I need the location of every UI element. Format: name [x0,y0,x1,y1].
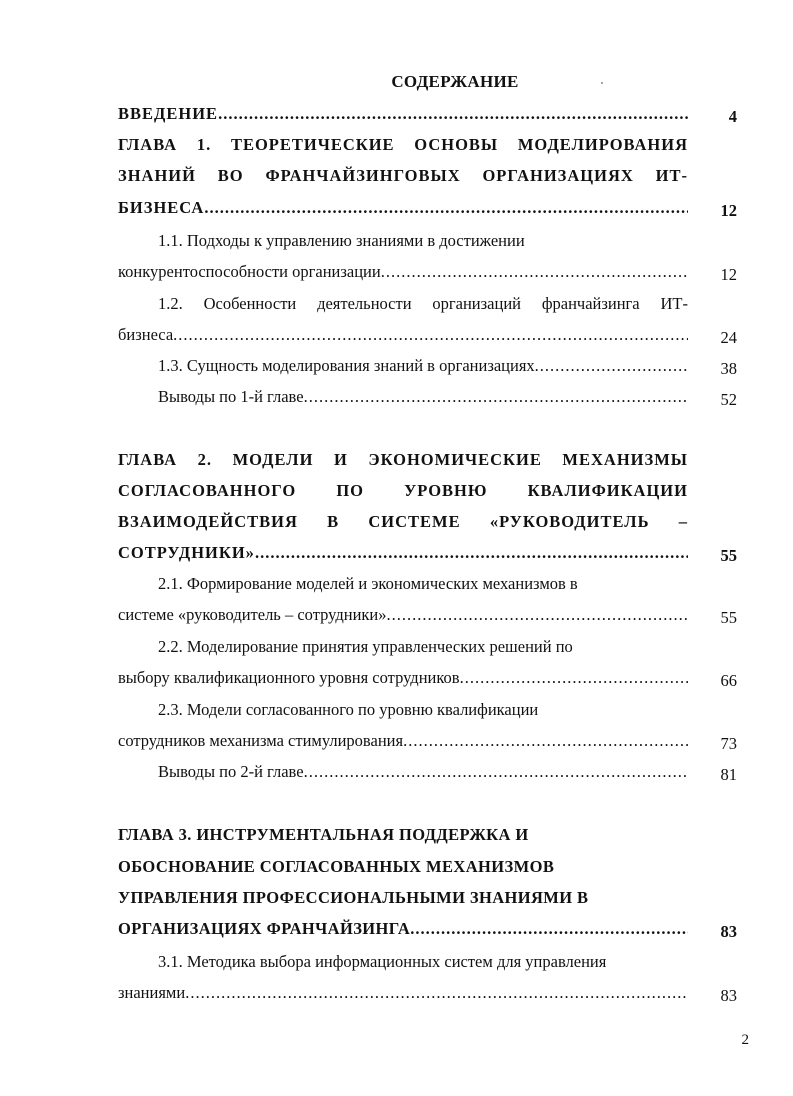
word: Особенности [203,294,297,313]
toc-chapter3-label: ОБОСНОВАНИЕ СОГЛАСОВАННЫХ МЕХАНИЗМОВ [118,857,555,876]
leader-dots [535,356,688,376]
leader-dots [381,262,688,282]
toc-1-3-label: 1.3. Сущность моделирования знаний в организациях [158,356,535,375]
toc-chapter3-line2 [118,857,688,883]
toc-chapter3-label-end: ОРГАНИЗАЦИЯХ ФРАНЧАЙЗИНГА [118,919,411,938]
toc-chapter3-label: ГЛАВА 3. ИНСТРУМЕНТАЛЬНАЯ ПОДДЕРЖКА И [118,825,529,844]
word: ОРГАНИЗАЦИЯХ [482,166,634,185]
word: СОГЛАСОВАННОГО [118,481,297,500]
toc-2-1-line2 [118,605,688,631]
word: ТЕОРЕТИЧЕСКИЕ [230,135,395,154]
toc-1-2-page: 24 [720,328,737,347]
toc-ch2-conclusions-page: 81 [720,765,737,784]
toc-3-1-line1 [118,952,688,978]
toc-intro-page: 4 [728,107,737,126]
toc-ch1-conclusions-page: 52 [720,390,737,409]
toc-3-1-page: 83 [720,986,737,1005]
word: ОСНОВЫ [414,135,499,154]
toc-chapter3-page: 83 [720,922,737,941]
word: «РУКОВОДИТЕЛЬ [489,512,650,531]
toc-ch2-conclusions-label: Выводы по 2-й главе [158,762,304,781]
word: ПО [336,481,364,500]
toc-2-3-line2 [118,731,688,757]
word: 1.2. [158,294,183,313]
toc-2-2-line1 [118,637,688,663]
toc-2-3-line1 [118,700,688,726]
word: 2. [197,450,213,469]
toc-chapter1-line3 [118,198,688,224]
word: 1. [196,135,212,154]
page-number: 2 [741,1032,749,1048]
toc-chapter1-line1 [118,135,688,161]
toc-2-3-label: 2.3. Модели согласованного по уровню квалификации [158,700,539,719]
word: ИТ- [660,294,688,313]
toc-1-1-page: 12 [720,265,737,284]
word: ВЗАИМОДЕЙСТВИЯ [118,512,298,531]
leader-dots [218,104,688,124]
toc-1-2-line2 [118,325,688,351]
toc-1-2-line1 [118,294,688,320]
toc-3-1-label-end: знаниями [118,983,186,1002]
word: МЕХАНИЗМЫ [562,450,688,469]
word: УРОВНЮ [404,481,488,500]
leader-dots [410,919,688,939]
toc-2-2-label: 2.2. Моделирование принятия управленческих решений по [158,637,573,656]
toc-2-2-label-end: выбору квалификационного уровня сотрудников [118,668,460,687]
page-title: СОДЕРЖАНИЕ [391,72,519,91]
toc-chapter3-label: УПРАВЛЕНИЯ ПРОФЕССИОНАЛЬНЫМИ ЗНАНИЯМИ В [118,888,589,907]
toc-2-3-label-end: сотрудников механизма стимулирования [118,731,404,750]
word: СИСТЕМЕ [368,512,461,531]
word: И [333,450,348,469]
leader-dots [255,543,688,563]
toc-2-3-page: 73 [720,734,737,753]
scan-speck [601,82,603,84]
toc-chapter2-line1 [118,450,688,476]
toc-chapter1-line2 [118,166,688,192]
toc-2-1-label-end: системе «руководитель – сотрудники» [118,605,387,624]
leader-dots [304,387,688,407]
toc-chapter3-line1 [118,825,688,851]
word: МОДЕЛИРОВАНИЯ [517,135,688,154]
word: ГЛАВА [118,135,178,154]
toc-ch1-conclusions [118,387,688,413]
toc-1-3-page: 38 [720,359,737,378]
toc-1-1-line2 [118,262,688,288]
toc-2-2-line2 [118,668,688,694]
word: МОДЕЛИ [232,450,314,469]
toc-1-1-line1 [118,231,688,257]
leader-dots [460,668,688,688]
leader-dots [173,325,688,345]
toc-2-1-page: 55 [720,608,737,627]
leader-dots [204,198,688,218]
toc-intro-label: ВВЕДЕНИЕ [118,104,219,123]
toc-2-1-label: 2.1. Формирование моделей и экономических механизмов в [158,574,578,593]
leader-dots [387,605,689,625]
toc-chapter3-line4 [118,919,688,945]
leader-dots [304,762,688,782]
toc-2-2-page: 66 [720,671,737,690]
toc-chapter1-label-end: БИЗНЕСА [118,198,205,217]
toc-1-3 [118,356,688,382]
toc-chapter2-line2 [118,481,688,507]
toc-ch1-conclusions-label: Выводы по 1-й главе [158,387,304,406]
toc-chapter3-line3 [118,888,688,914]
word: ИТ- [655,166,688,185]
toc-chapter2-line4 [118,543,688,569]
word: франчайзинга [541,294,640,313]
word: – [678,512,688,531]
word: организаций [432,294,521,313]
word: КВАЛИФИКАЦИИ [527,481,688,500]
word: В [327,512,340,531]
word: ВО [217,166,244,185]
toc-3-1-label: 3.1. Методика выбора информационных систем для управления [158,952,607,971]
toc-chapter1-page: 12 [720,201,737,220]
word: ФРАНЧАЙЗИНГОВЫХ [265,166,461,185]
toc-2-1-line1 [118,574,688,600]
toc-chapter2-line3 [118,512,688,538]
word: ЗНАНИЙ [118,166,196,185]
toc-3-1-line2 [118,983,688,1009]
toc-1-1-label: 1.1. Подходы к управлению знаниями в достижении [158,231,525,250]
leader-dots [403,731,688,751]
toc-1-1-label-end: конкурентоспособности организации [118,262,381,281]
word: деятельности [317,294,412,313]
toc-chapter2-label-end: СОТРУДНИКИ» [118,543,255,562]
word: ГЛАВА [118,450,178,469]
toc-intro [118,104,688,130]
word: ЭКОНОМИЧЕСКИЕ [368,450,542,469]
leader-dots [185,983,688,1003]
toc-1-2-label-end: бизнеса [118,325,174,344]
toc-chapter2-page: 55 [720,546,737,565]
toc-ch2-conclusions [118,762,688,788]
